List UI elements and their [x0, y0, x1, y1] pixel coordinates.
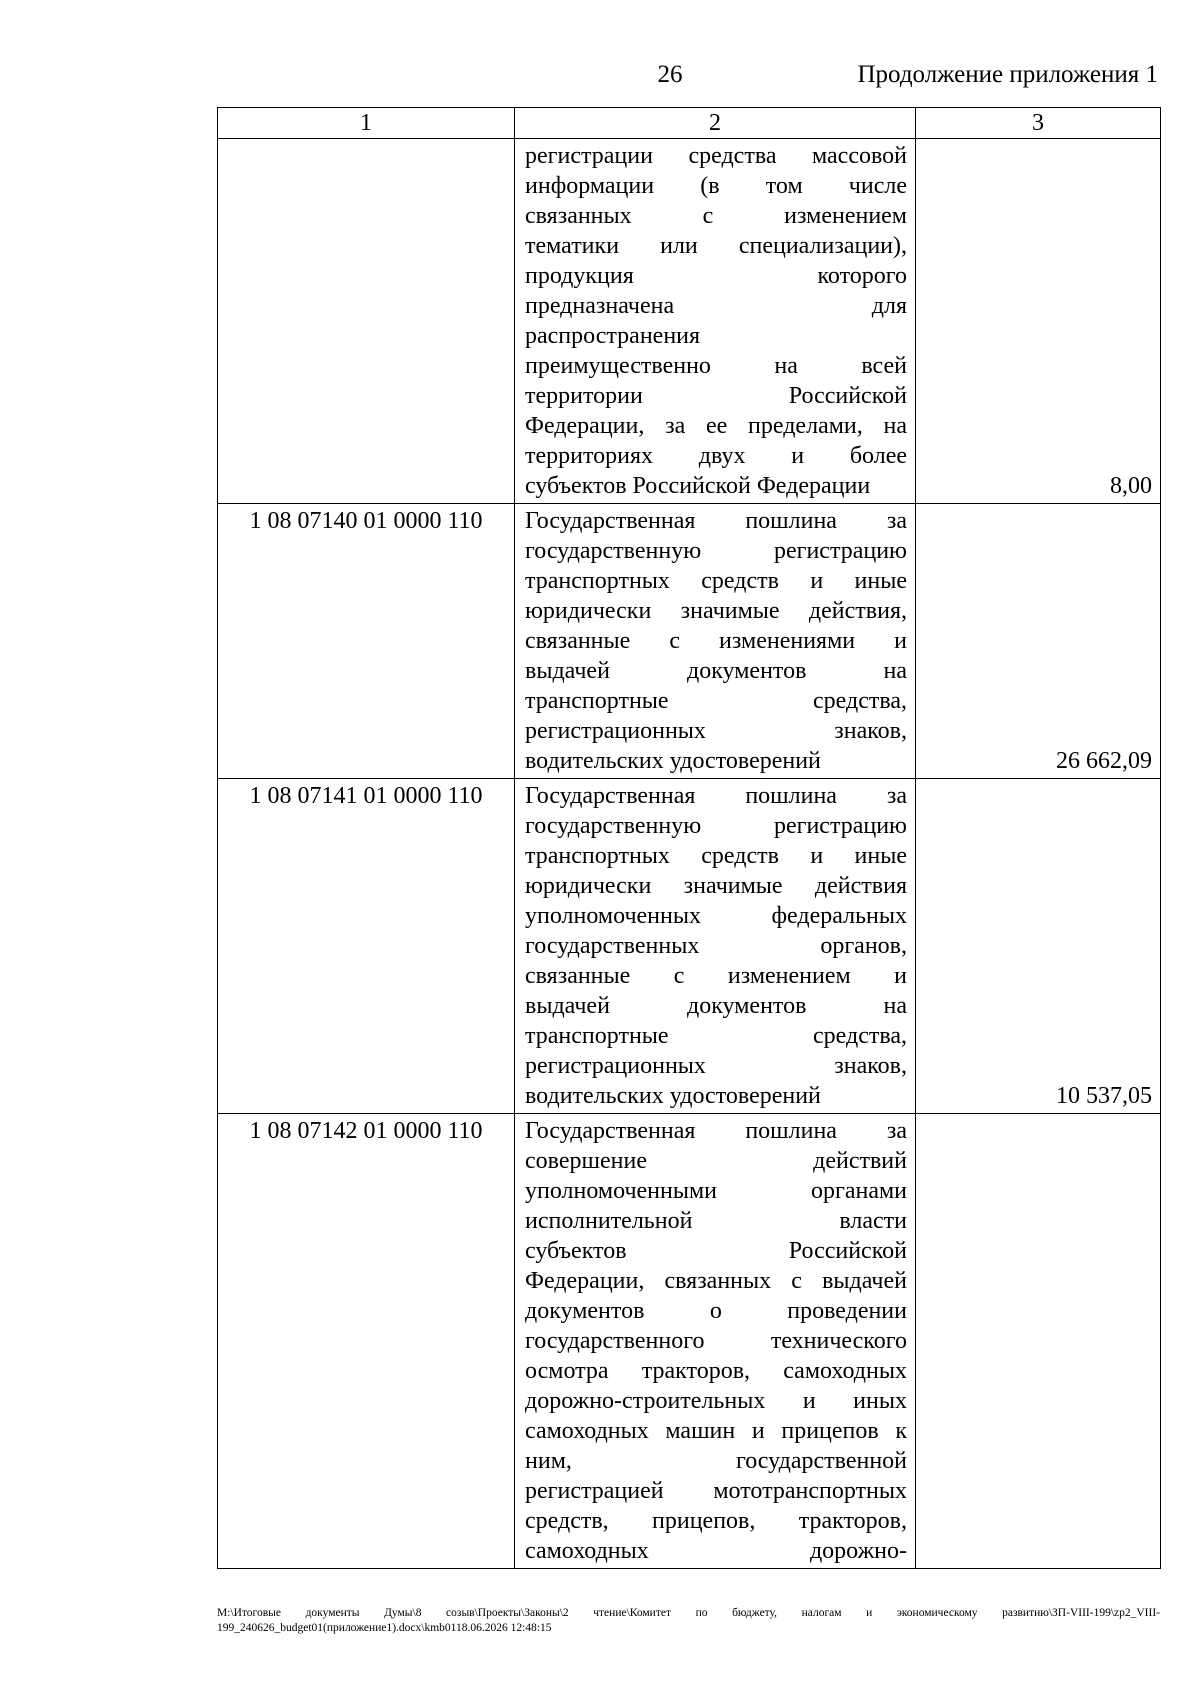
description-line: Государственная пошлина за	[525, 1118, 907, 1144]
description-line: территориях двух и более	[525, 443, 907, 469]
description-line: транспортных средств и иные	[525, 568, 907, 594]
description-line: Федерации, за ее пределами, на	[525, 413, 907, 439]
page-number: 26	[657, 61, 683, 88]
document-path-footer	[217, 1606, 1160, 1636]
code-cell	[218, 779, 515, 1114]
description-line: государственных органов,	[525, 933, 907, 959]
code-cell	[218, 139, 515, 504]
table-header	[218, 108, 1161, 139]
budget-table	[217, 107, 1161, 1569]
description-line: водительских удостоверений	[525, 748, 821, 774]
description-line: юридически значимые действия,	[525, 598, 907, 624]
description-line: Государственная пошлина за	[525, 783, 907, 809]
description-line: Государственная пошлина за	[525, 508, 907, 534]
description-line: водительских удостоверений	[525, 1083, 821, 1109]
description-cell	[515, 504, 916, 779]
amount-value: 10 537,05	[1056, 1083, 1152, 1109]
description-line: предназначена для	[525, 293, 907, 319]
description-line: государственного технического	[525, 1328, 907, 1354]
description-line: распространения	[525, 323, 701, 349]
description-line: регистрационных знаков,	[525, 718, 907, 744]
description-line: тематики или специализации),	[525, 233, 907, 259]
description-line: самоходных дорожно-	[525, 1538, 907, 1564]
description-line: связанные с изменением и	[525, 963, 907, 989]
description-line: связанных с изменением	[525, 203, 907, 229]
column-header-1: 1	[218, 108, 515, 139]
description-line: регистрации средства массовой	[525, 143, 907, 169]
table-row	[218, 139, 1161, 504]
budget-code: 1 08 07141 01 0000 110	[249, 783, 483, 809]
description-line: самоходных машин и прицепов к	[525, 1418, 907, 1444]
budget-code: 1 08 07140 01 0000 110	[249, 508, 483, 534]
description-line: регистрационных знаков,	[525, 1053, 907, 1079]
description-line: выдачей документов на	[525, 993, 907, 1019]
description-line: дорожно-строительных и иных	[525, 1388, 907, 1414]
description-line: уполномоченных федеральных	[525, 903, 907, 929]
description-line: совершение действий	[525, 1148, 907, 1174]
description-line: уполномоченными органами	[525, 1178, 907, 1204]
description-line: Федерации, связанных с выдачей	[525, 1268, 907, 1294]
table-body	[218, 139, 1161, 1569]
column-header-3: 3	[916, 108, 1161, 139]
description-line: связанные с изменениями и	[525, 628, 907, 654]
description-line: продукция которого	[525, 263, 907, 289]
footer-path-line: М:\Итоговые документы Думы\8 созыв\Проекты\Законы\2 чтение\Комитет по бюджету, налогам и экономическому развитию\ЗП-VIII-199\zp2_VIII-	[217, 1607, 1160, 1619]
description-line: средств, прицепов, тракторов,	[525, 1508, 907, 1534]
description-line: регистрацией мототранспортных	[525, 1478, 907, 1504]
description-line: государственную регистрацию	[525, 538, 907, 564]
description-line: транспортных средств и иные	[525, 843, 907, 869]
amount-cell	[916, 139, 1161, 504]
description-line: субъектов Российской Федерации	[525, 473, 871, 499]
amount-value: 26 662,09	[1056, 748, 1152, 774]
amount-value: 8,00	[1110, 473, 1152, 499]
code-cell	[218, 1114, 515, 1569]
description-line: государственную регистрацию	[525, 813, 907, 839]
description-line: осмотра тракторов, самоходных	[525, 1358, 907, 1384]
description-line: преимущественно на всей	[525, 353, 907, 379]
budget-code: 1 08 07142 01 0000 110	[249, 1118, 483, 1144]
description-line: субъектов Российской	[525, 1238, 907, 1264]
table-row	[218, 779, 1161, 1114]
amount-cell	[916, 504, 1161, 779]
description-line: транспортные средства,	[525, 688, 907, 714]
description-line: юридически значимые действия	[525, 873, 907, 899]
description-line: выдачей документов на	[525, 658, 907, 684]
description-line: документов о проведении	[525, 1298, 907, 1324]
description-cell	[515, 779, 916, 1114]
description-line: информации (в том числе	[525, 173, 907, 199]
header-row	[218, 108, 1161, 139]
table-row	[218, 504, 1161, 779]
description-line: ним, государственной	[525, 1448, 907, 1474]
description-cell	[515, 1114, 916, 1569]
continuation-label: Продолжение приложения 1	[857, 61, 1158, 88]
description-line: транспортные средства,	[525, 1023, 907, 1049]
footer-path-line: 199_240626_budget01(приложение1).docx\kmb0118.06.2026 12:48:15	[217, 1622, 552, 1634]
description-line: территории Российской	[525, 383, 907, 409]
code-cell	[218, 504, 515, 779]
amount-cell	[916, 1114, 1161, 1569]
amount-cell	[916, 779, 1161, 1114]
column-header-2: 2	[515, 108, 916, 139]
description-line: исполнительной власти	[525, 1208, 907, 1234]
description-cell	[515, 139, 916, 504]
table-row	[218, 1114, 1161, 1569]
